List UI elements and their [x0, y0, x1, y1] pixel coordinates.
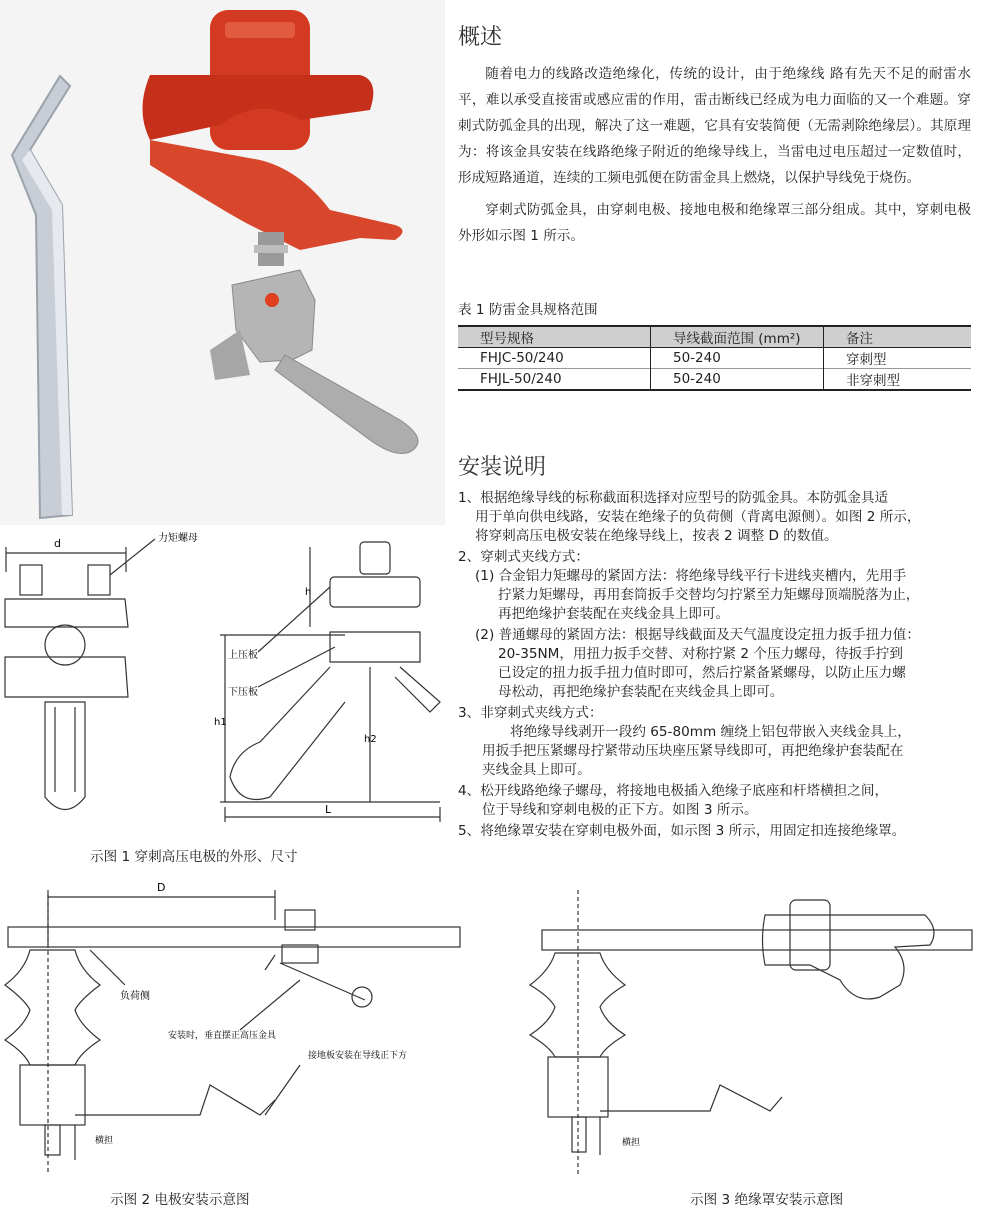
install-line: 夹线金具上即可。 — [482, 762, 591, 778]
fig1-label-nut: 力矩螺母 — [158, 533, 198, 544]
fig1-label-L: L — [325, 803, 332, 816]
table-cell: 非穿刺型 — [824, 369, 972, 391]
overview-paragraph-1: 随着电力的线路改造绝缘化，传统的设计，由于绝缘线 路有先天不足的耐雷水平，难以承受直接雷或感应雷的作用，雷击断线已经成为电力面临的又一个难题。穿刺式防弧金具的出现，解决了这一难题，它具有安装简便（无需剥除绝缘层）。其原理为：将该金具安装在线路绝缘子附近的绝缘导线上，当雷电过电压超过一定数值时，形成短路通道，连续的工频电弧便在防雷金具上燃烧，以保护导线免于烧伤。 — [458, 66, 971, 186]
table-row — [458, 348, 971, 369]
install-line: 将绝缘导线剥开一段约 65-80mm 缠绕上铝包带嵌入夹线金具上， — [510, 724, 911, 740]
fig1-label-h1: h1 — [214, 717, 227, 728]
install-line: 母松动，再把绝缘护套装配在夹线金具上即可。 — [498, 684, 784, 700]
install-line: 位于导线和穿刺电极的正下方。如图 3 所示。 — [482, 802, 758, 818]
fig2-label-ground: 接地板安装在导线正下方 — [308, 1051, 408, 1061]
table-caption: 表 1 防雷金具规格范围 — [458, 302, 598, 318]
install-list — [458, 489, 973, 849]
table-header-range: 导线截面范围 (mm²) — [651, 326, 824, 348]
product-photo — [0, 0, 445, 525]
install-line: 20-35NM，用扭力扳手交替、对称拧紧 2 个压力螺母，待扳手拧到 — [498, 646, 903, 662]
install-line: 将穿刺高压电极安装在绝缘导线上，按表 2 调整 D 的数值。 — [475, 528, 838, 544]
overview-paragraph-2: 穿刺式防弧金具，由穿刺电极、接地电极和绝缘罩三部分组成。其中，穿刺电极外形如示图 1 所示。 — [458, 202, 971, 244]
overview-title: 概述 — [458, 25, 503, 50]
fig1-label-h: h — [305, 587, 312, 598]
fig2-label-crossarm: 横担 — [95, 1136, 114, 1146]
figure1-caption: 示图 1 穿刺高压电极的外形、尺寸 — [90, 849, 298, 865]
install-line: 3、非穿刺式夹线方式： — [458, 705, 603, 721]
table-header-model: 型号规格 — [480, 331, 534, 347]
install-line: 已设定的扭力扳手扭力值时即可，然后拧紧备紧螺母，以防止压力螺 — [498, 665, 906, 681]
install-line: 拧紧力矩螺母，再用套筒扳手交替均匀拧紧至力矩螺母顶端脱落为止， — [498, 587, 920, 603]
install-line: 2、穿刺式夹线方式： — [458, 549, 589, 565]
install-line: (2) 普通螺母的紧固方法：根据导线截面及天气温度设定扭力扳手扭力值： — [475, 627, 920, 643]
install-line: 1、根据绝缘导线的标称截面积选择对应型号的防弧金具。本防弧金具适 — [458, 490, 889, 506]
table-cell: FHJC-50/240 — [480, 350, 564, 366]
fig1-label-lower: 下压板 — [228, 687, 258, 698]
table-cell: 穿刺型 — [824, 348, 972, 369]
spec-table — [458, 325, 971, 391]
install-line: 4、松开线路绝缘子螺母，将接地电极插入绝缘子底座和杆塔横担之间， — [458, 783, 889, 799]
install-line: 用于单向供电线路，安装在绝缘子的负荷侧（背离电源侧）。如图 2 所示， — [475, 509, 921, 525]
overview-body — [458, 61, 971, 249]
install-line: (1) 合金铝力矩螺母的紧固方法：将绝缘导线平行卡进线夹槽内，先用手 — [475, 568, 907, 584]
install-line: 再把绝缘护套装配在夹线金具上即可。 — [498, 606, 730, 622]
fig2-label-D: D — [157, 881, 166, 894]
figure3-drawing — [520, 885, 982, 1185]
table-cell: FHJL-50/240 — [480, 371, 562, 387]
figure2-drawing — [0, 875, 470, 1180]
install-line: 5、将绝缘罩安装在穿刺电极外面，如示图 3 所示，用固定扣连接绝缘罩。 — [458, 823, 906, 839]
figure3-caption: 示图 3 绝缘罩安装示意图 — [690, 1192, 844, 1208]
install-line: 用扳手把压紧螺母拧紧带动压块座压紧导线即可，再把绝缘护套装配在 — [482, 743, 904, 759]
fig1-label-d: d — [54, 537, 61, 550]
table-header-note: 备注 — [824, 326, 972, 348]
figure1-drawing — [0, 527, 450, 857]
fig2-label-load: 负荷侧 — [120, 991, 150, 1002]
table-cell: 50-240 — [651, 369, 824, 391]
table-cell: 50-240 — [651, 348, 824, 369]
table-header-row — [458, 326, 971, 348]
fig3-label-crossarm: 横担 — [622, 1138, 641, 1148]
fig2-label-vertical: 安装时，垂直摆正高压金具 — [168, 1031, 277, 1041]
fig1-label-h2: h2 — [364, 734, 377, 745]
install-title: 安装说明 — [458, 455, 547, 480]
fig1-label-upper: 上压板 — [228, 650, 258, 661]
figure2-caption: 示图 2 电极安装示意图 — [110, 1192, 250, 1208]
table-row — [458, 369, 971, 391]
